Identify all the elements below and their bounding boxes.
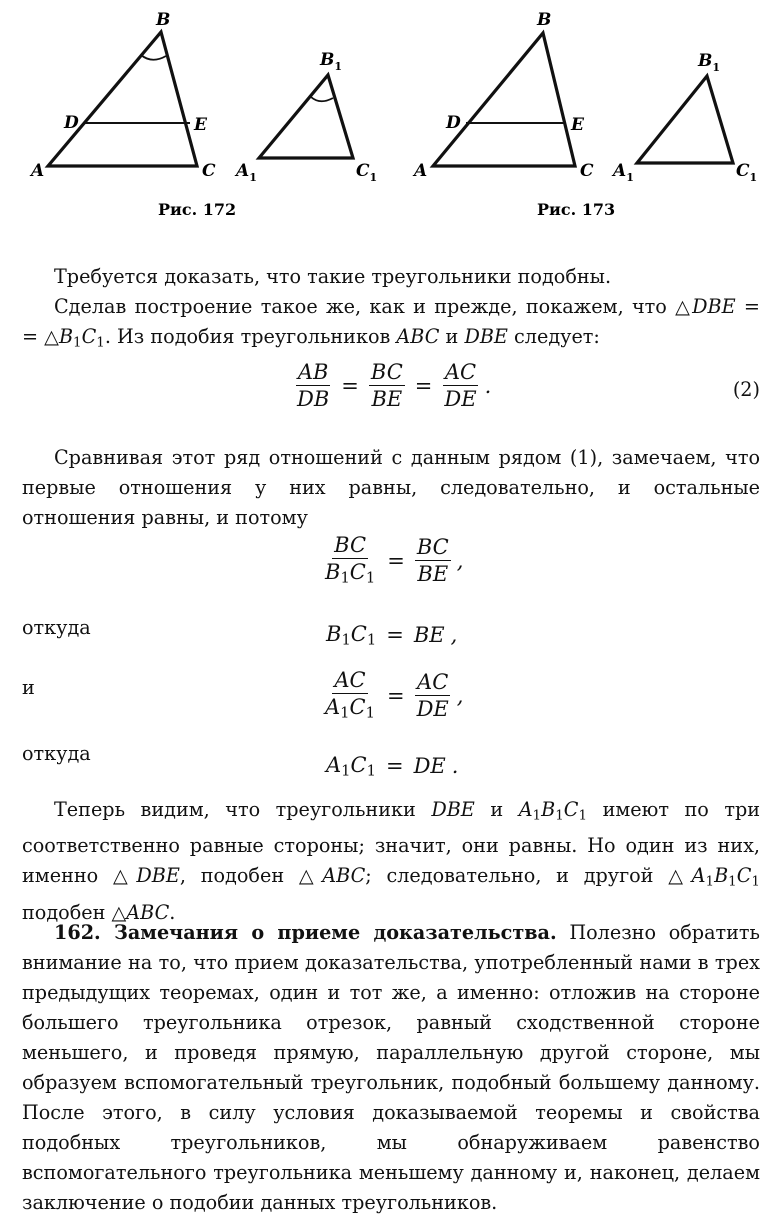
p2-triangle-a1b1c1: $B_1C_1$	[58, 325, 105, 351]
paragraph-1: Требуется доказать, что такие треугольники подобны.	[54, 265, 612, 288]
p2-triangle-dbe: △DBE =	[675, 295, 760, 318]
label-i: и	[22, 676, 35, 699]
p2-text-b: . Из подобия треугольников	[104, 325, 391, 348]
equation-a1c1-de: $A_1C_1$ = DE .	[326, 753, 459, 780]
p2-eq-start: = △	[22, 325, 59, 348]
equation-2: $\frac{AB}{DB}$ = $\frac{BC}{BE}$ = $\frac{AC}{DE}$ .	[297, 360, 492, 411]
fig172-label-A1: $A_1$	[236, 161, 257, 184]
fig173-label-B: B	[537, 10, 552, 30]
section-162-text	[22, 918, 760, 1218]
section-162	[22, 918, 760, 1218]
fig173-big-triangle	[433, 33, 575, 166]
label-otkuda-1: откуда	[22, 616, 91, 639]
p2-end: следует:	[514, 325, 600, 348]
section-162-body: Полезно обратить внимание на то, что прием доказательства, употребленный нами в трех предыдущих теоремах, один и тот же, а именно: отложив на стороне большего треугольника отрезок, равный сходственной стороне меньшего, и проведя прямую, параллельную другой стороне, мы образуем вспомогательный треугольник, подобный большему данному. После этого, в силу условия доказываемой теоремы и свойства подобных треугольников, мы обнаруживаем равенство вспомогательного треугольника меньшему данному и, наконец, делаем заключение о подобии данных треугольников.	[22, 921, 760, 1214]
fig173-label-A1: $A_1$	[613, 161, 634, 184]
equation-b1c1-be: $B_1C_1$ = BE ,	[326, 622, 458, 649]
paragraph-3-text: Сравнивая этот ряд отношений с данным рядом (1), замечаем, что первые отношения у них равны, следовательно, и остальные отношения равны, и потому	[22, 446, 760, 529]
section-162-title: 162. Замечания о приеме доказательства.	[54, 921, 557, 944]
equation-2-label: (2)	[732, 378, 760, 401]
fig173-label-C1: $C_1$	[736, 161, 758, 184]
paragraph-2-line-1	[22, 292, 760, 322]
label-otkuda-2: откуда	[22, 742, 91, 765]
fig172-label-C1: $C_1$	[356, 161, 378, 184]
fig173-label-D: D	[446, 113, 461, 133]
figures-svg	[0, 0, 782, 230]
fig172-label-B1: $B_1$	[320, 50, 343, 73]
p2-dbe: DBE	[464, 325, 508, 348]
fig173-label-B1: $B_1$	[698, 51, 721, 74]
paragraph-2-line-2	[22, 322, 760, 358]
p2-and: и	[445, 325, 459, 348]
fig173-caption: Рис. 173	[537, 200, 616, 219]
fig172-label-B: B	[156, 10, 171, 30]
fig173-label-A: A	[414, 161, 428, 181]
fig172-label-A: A	[31, 161, 45, 181]
fig173-label-C: C	[580, 161, 594, 181]
fig172-label-D: D	[64, 113, 79, 133]
paragraph-3	[22, 443, 760, 533]
intro-paragraphs	[22, 262, 760, 358]
fig172-label-E: E	[194, 115, 207, 135]
equation-bc-ratio: $\frac{BC}{B_1C_1}$ = $\frac{BC}{BE}$ ,	[325, 533, 464, 587]
fig173-small-triangle	[637, 76, 733, 163]
fig172-label-C: C	[202, 161, 216, 181]
fig172-small-triangle	[259, 75, 353, 158]
paragraph-4	[22, 795, 760, 928]
fig172-caption: Рис. 172	[158, 200, 237, 219]
equation-ac-ratio: $\frac{AC}{A_1C_1}$ = $\frac{AC}{DE}$ ,	[325, 668, 464, 722]
fig172-big-triangle	[48, 32, 197, 166]
p2-text-a: Сделав построение такое же, как и прежде, покажем, что	[54, 295, 667, 318]
fig173-label-E: E	[571, 115, 584, 135]
p2-abc: ABC	[396, 325, 440, 348]
paragraph-4-text: Теперь видим, что треугольники DBE и $A_1B_1C_1$ имеют по три соответственно равные стороны; значит, они равны. Но один из них, именно △DBE, подобен △ABC; следовательно, и другой $\triangle A_1B_1C_1$ подобен △ABC.	[22, 798, 761, 924]
